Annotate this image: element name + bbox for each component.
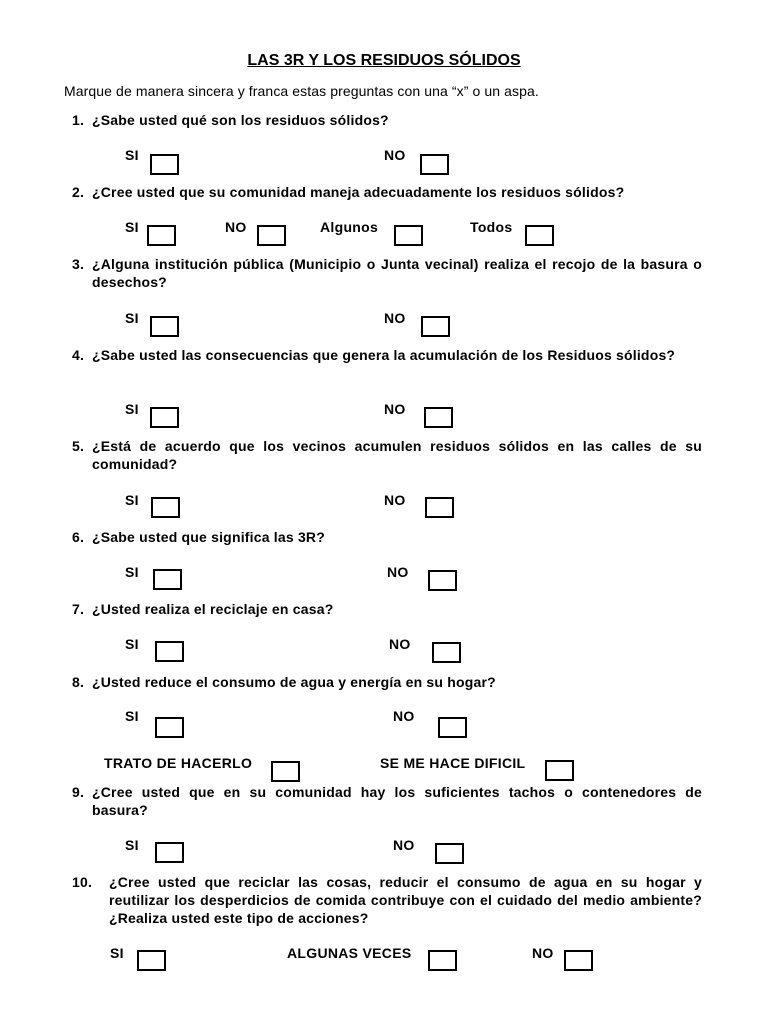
page-title: LAS 3R Y LOS RESIDUOS SÓLIDOS <box>247 52 521 69</box>
checkbox-q4-no[interactable] <box>424 407 453 428</box>
checkbox-q8-si[interactable] <box>155 717 184 738</box>
question-9 <box>72 783 702 819</box>
option-label-si: SI <box>125 310 139 326</box>
option-label-si: SI <box>125 492 139 508</box>
option-label-no: NO <box>387 564 409 580</box>
checkbox-q3-no[interactable] <box>421 316 450 337</box>
option-label-algunas-veces: ALGUNAS VECES <box>287 945 412 961</box>
checkbox-q10-si[interactable] <box>137 950 166 971</box>
question-text: ¿Está de acuerdo que los vecinos acumulen residuos sólidos en las calles de su comunidad? <box>92 438 702 472</box>
question-number: 2. <box>72 184 85 200</box>
instruction-text: Marque de manera sincera y franca estas preguntas con una “x” o un aspa. <box>64 83 539 99</box>
option-label-si: SI <box>125 147 139 163</box>
option-label-si: SI <box>125 219 139 235</box>
question-3 <box>72 255 702 291</box>
question-number: 3. <box>72 256 85 272</box>
question-text: ¿Sabe usted que significa las 3R? <box>92 529 325 545</box>
option-label-no: NO <box>393 837 415 853</box>
question-number: 7. <box>72 601 85 617</box>
question-number: 5. <box>72 438 85 454</box>
checkbox-q1-si[interactable] <box>150 154 179 175</box>
checkbox-q2-no[interactable] <box>257 225 286 246</box>
checkbox-q5-no[interactable] <box>425 497 454 518</box>
option-label-trato-de-hacerlo: TRATO DE HACERLO <box>104 755 253 771</box>
checkbox-q6-si[interactable] <box>153 569 182 590</box>
question-10 <box>72 873 702 927</box>
checkbox-q10-algunas-veces[interactable] <box>428 950 457 971</box>
checkbox-q8-no[interactable] <box>438 717 467 738</box>
option-label-algunos: Algunos <box>320 219 379 235</box>
option-label-si: SI <box>125 708 139 724</box>
question-text: ¿Cree usted que reciclar las cosas, reducir el consumo de agua en su hogar y reutilizar los desperdicios de comida contribuye con el cuidado del medio ambiente? ¿Realiza usted este tipo de acciones? <box>109 874 702 926</box>
question-number: 4. <box>72 347 85 363</box>
checkbox-q7-no[interactable] <box>432 642 461 663</box>
checkbox-q9-no[interactable] <box>435 843 464 864</box>
checkbox-q4-si[interactable] <box>150 407 179 428</box>
option-label-se-me-hace-dificil: SE ME HACE DIFICIL <box>380 755 526 771</box>
option-label-no: NO <box>384 492 406 508</box>
option-label-no: NO <box>384 401 406 417</box>
option-label-si: SI <box>125 401 139 417</box>
question-text: ¿Alguna institución pública (Municipio o Junta vecinal) realiza el recojo de la basura o desechos? <box>92 256 702 290</box>
checkbox-q10-no[interactable] <box>564 950 593 971</box>
question-number: 6. <box>72 529 85 545</box>
option-label-no: NO <box>384 310 406 326</box>
question-number: 1. <box>72 112 85 128</box>
checkbox-q8-trato-de-hacerlo[interactable] <box>271 761 300 782</box>
checkbox-q6-no[interactable] <box>428 570 457 591</box>
checkbox-q8-se-me-hace-dificil[interactable] <box>545 760 574 781</box>
option-label-si: SI <box>125 564 139 580</box>
question-1 <box>72 111 702 129</box>
question-4 <box>72 346 702 364</box>
question-number: 9. <box>72 784 85 800</box>
question-number: 8. <box>72 674 85 690</box>
checkbox-q2-algunos[interactable] <box>394 225 423 246</box>
question-text: ¿Usted reduce el consumo de agua y energía en su hogar? <box>92 674 496 690</box>
question-8 <box>72 673 702 691</box>
checkbox-q3-si[interactable] <box>150 316 179 337</box>
checkbox-q7-si[interactable] <box>155 641 184 662</box>
question-6 <box>72 528 702 546</box>
option-label-si: SI <box>125 837 139 853</box>
question-number: 10. <box>72 874 93 890</box>
option-label-todos: Todos <box>470 219 513 235</box>
question-text: ¿Sabe usted qué son los residuos sólidos? <box>92 112 389 128</box>
question-5 <box>72 437 702 473</box>
question-text: ¿Cree usted que su comunidad maneja adecuadamente los residuos sólidos? <box>92 184 625 200</box>
question-7 <box>72 600 702 618</box>
checkbox-q1-no[interactable] <box>420 154 449 175</box>
question-text: ¿Cree usted que en su comunidad hay los suficientes tachos o contenedores de basura? <box>92 784 702 818</box>
option-label-no: NO <box>389 636 411 652</box>
option-label-no: NO <box>532 945 554 961</box>
question-2 <box>72 183 702 201</box>
question-text: ¿Sabe usted las consecuencias que genera la acumulación de los Residuos sólidos? <box>92 347 676 363</box>
option-label-si: SI <box>110 945 124 961</box>
option-label-no: NO <box>393 708 415 724</box>
checkbox-q2-todos[interactable] <box>525 225 554 246</box>
question-text: ¿Usted realiza el reciclaje en casa? <box>92 601 334 617</box>
checkbox-q9-si[interactable] <box>155 842 184 863</box>
checkbox-q5-si[interactable] <box>151 497 180 518</box>
option-label-no: NO <box>225 219 247 235</box>
checkbox-q2-si[interactable] <box>147 225 176 246</box>
option-label-si: SI <box>125 636 139 652</box>
option-label-no: NO <box>384 147 406 163</box>
